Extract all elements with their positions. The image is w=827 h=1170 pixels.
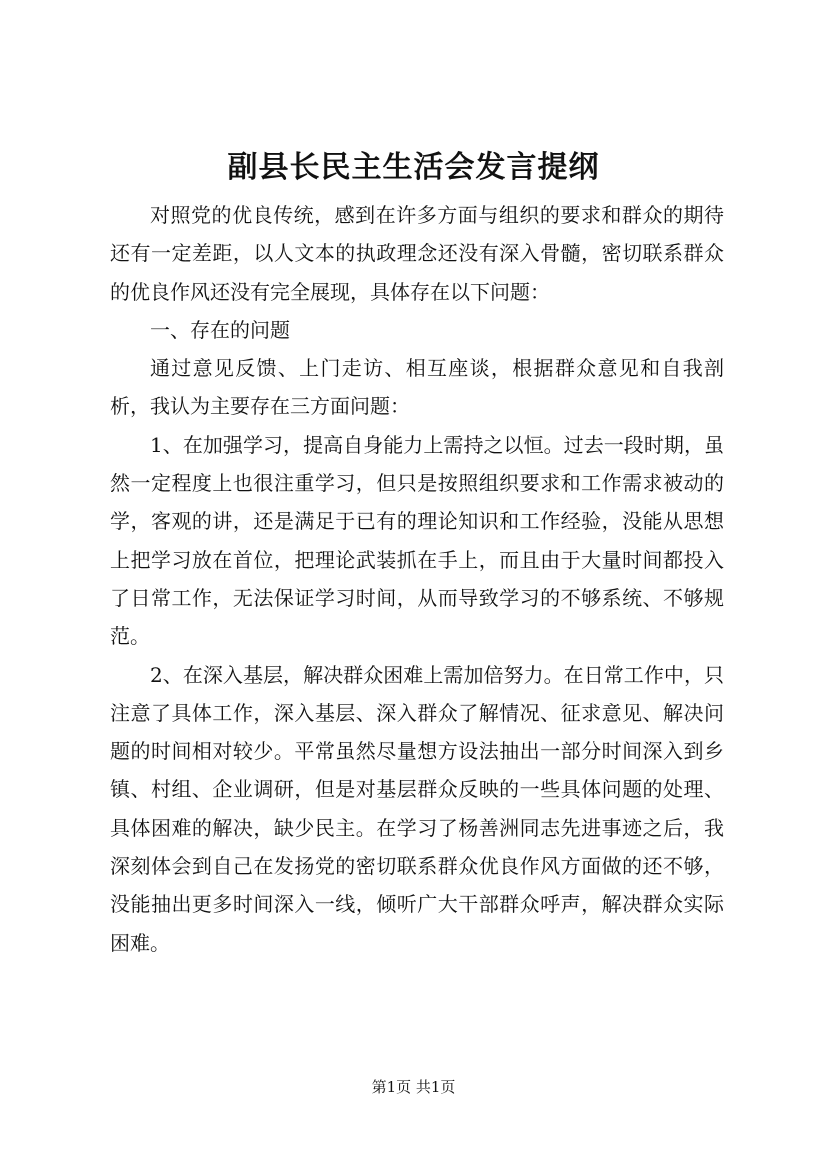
paragraph-point-1: 1、在加强学习，提高自身能力上需持之以恒。过去一段时期，虽然一定程度上也很注重学习，但只是按照组织要求和工作需求被动的学，客观的讲，还是满足于已有的理论知识和工作经验，没能从思想上把学习放在首位，把理论武装抓在手上，而且由于大量时间都投入了日常工作，无法保证学习时间，从而导致学习的不够系统、不够规范。 [110, 432, 724, 649]
document-body [110, 196, 724, 962]
paragraph-overview: 通过意见反馈、上门走访、相互座谈，根据群众意见和自我剖析，我认为主要存在三方面问题： [110, 356, 724, 419]
section-heading-problems: 一、存在的问题 [150, 317, 290, 342]
paragraph-intro: 对照党的优良传统，感到在许多方面与组织的要求和群众的期待还有一定差距，以人文本的执政理念还没有深入骨髓，密切联系群众的优良作风还没有完全展现，具体存在以下问题： [110, 203, 724, 304]
page-footer: 第1页 共1页 [371, 1078, 456, 1096]
paragraph-point-2: 2、在深入基层，解决群众困难上需加倍努力。在日常工作中，只注意了具体工作，深入基层、深入群众了解情况、征求意见、解决问题的时间相对较少。平常虽然尽量想方设法抽出一部分时间深入到乡镇、村组、企业调研，但是对基层群众反映的一些具体问题的处理、具体困难的解决，缺少民主。在学习了杨善洲同志先进事迹之后，我深刻体会到自己在发扬党的密切联系群众优良作风方面做的还不够，没能抽出更多时间深入一线，倾听广大干部群众呼声，解决群众实际困难。 [110, 662, 724, 955]
document-title: 副县长民主生活会发言提纲 [227, 150, 600, 185]
